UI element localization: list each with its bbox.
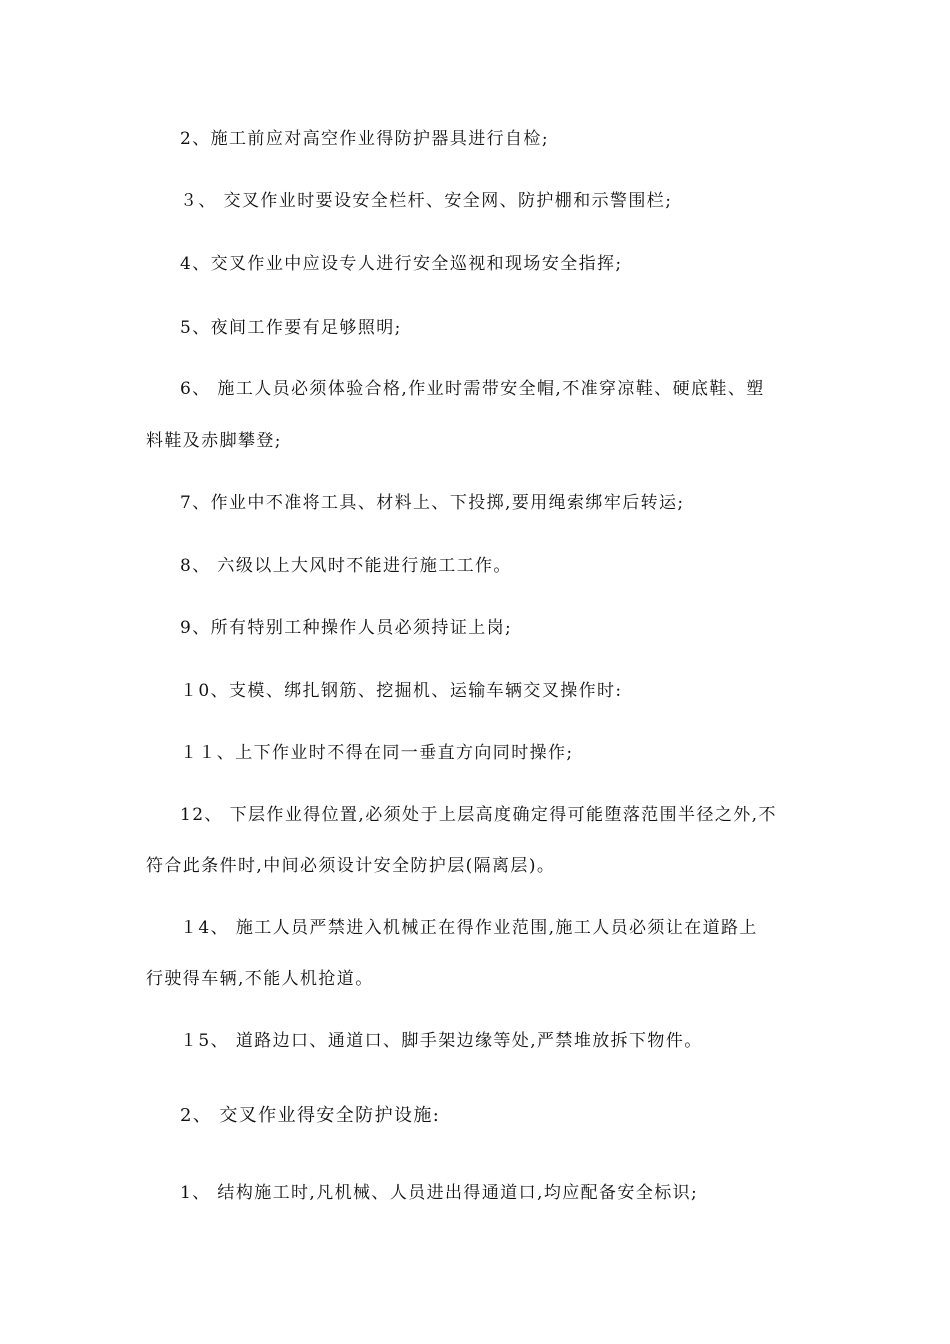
item-14-continuation: 行驶得车辆,不能人机抢道。 [146, 969, 374, 989]
item-9-certification: 9、所有特别工种操作人员必须持证上岗; [180, 618, 513, 638]
item-11-vertical-direction: １１、上下作业时不得在同一垂直方向同时操作; [180, 743, 574, 763]
item-10-cross-operation: １0、支模、绑扎钢筋、挖掘机、运输车辆交叉操作时: [180, 681, 623, 701]
item-3-cross-work-barriers: ３、 交叉作业时要设安全栏杆、安全网、防护棚和示警围栏; [180, 191, 673, 211]
item-14-machinery-range: １4、 施工人员严禁进入机械正在得作业范围,施工人员必须让在道路上 [180, 918, 758, 938]
item-12-lower-layer-position: 12、 下层作业得位置,必须处于上层高度确定得可能堕落范围半径之外,不 [180, 805, 777, 825]
item-5-night-lighting: 5、夜间工作要有足够照明; [180, 318, 402, 338]
item-2-self-check: 2、施工前应对高空作业得防护器具进行自检; [180, 129, 549, 149]
item-7-no-throwing: 7、作业中不准将工具、材料上、下投掷,要用绳索绑牢后转运; [180, 493, 685, 513]
section-2-item-1-signage: 1、 结构施工时,凡机械、人员进出得通道口,均应配备安全标识; [180, 1183, 699, 1203]
item-6-continuation: 料鞋及赤脚攀登; [146, 431, 282, 451]
item-12-continuation: 符合此条件时,中间必须设计安全防护层(隔离层)。 [146, 856, 556, 876]
item-15-no-stacking: １5、 道路边口、通道口、脚手架边缘等处,严禁堆放拆下物件。 [180, 1031, 703, 1051]
item-8-strong-wind: 8、 六级以上大风时不能进行施工工作。 [180, 556, 512, 576]
item-6-personnel-requirements: 6、 施工人员必须体验合格,作业时需带安全帽,不准穿凉鞋、硬底鞋、塑 [180, 379, 765, 399]
item-4-safety-patrol: 4、交叉作业中应设专人进行安全巡视和现场安全指挥; [180, 254, 623, 274]
section-2-heading: 2、 交叉作业得安全防护设施: [180, 1105, 441, 1126]
